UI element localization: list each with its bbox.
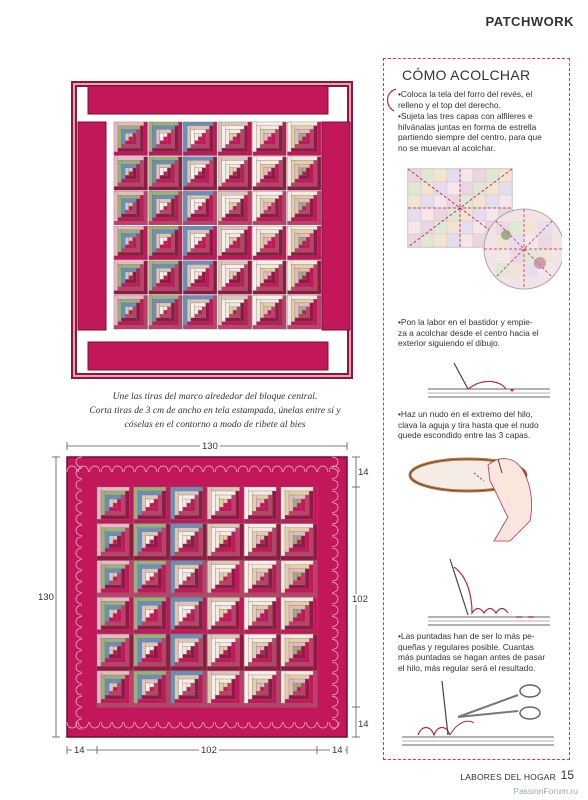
caption-line: Corta tiras de 3 cm de ancho en tela estampada, únelas entre sí y bbox=[89, 405, 341, 416]
border-strip-left bbox=[78, 122, 106, 330]
dim-right-middle: 102 bbox=[352, 594, 368, 605]
panel-title: CÓMO ACOLCHAR bbox=[402, 67, 531, 83]
magazine-brand: LABORES DEL HOGAR bbox=[460, 772, 556, 782]
dim-bottom-middle: 102 bbox=[201, 745, 217, 756]
step-line: •Las puntadas han de ser lo más pe- bbox=[398, 631, 535, 641]
dim-bottom-left: 14 bbox=[74, 745, 85, 756]
quilting-instructions-panel bbox=[383, 58, 570, 760]
needle-icon bbox=[454, 363, 468, 389]
dim-bottom-right: 14 bbox=[332, 745, 343, 756]
step-line: za a acolchar desde el centro hacia el bbox=[398, 327, 539, 338]
step-3 bbox=[398, 317, 564, 349]
step-line: queñas y regulares posible. Cuantas bbox=[398, 641, 534, 652]
running-stitch-illustration bbox=[424, 553, 554, 633]
dim-top-width: 130 bbox=[202, 441, 218, 452]
caption-line: cóselas en el contorno a modo de ribete al bies bbox=[124, 419, 306, 430]
step-line: exterior siguiendo el dibujo. bbox=[398, 338, 500, 348]
step-line: •Sujeta las tres capas con alfileres e bbox=[398, 111, 533, 121]
step-1 bbox=[398, 89, 564, 110]
step-line: no se muevan al acolchar. bbox=[398, 142, 496, 153]
scissors-icon bbox=[458, 685, 540, 719]
step-line: •Pon la labor en el bastidor y empie- bbox=[398, 317, 533, 327]
border-strip-right bbox=[322, 122, 350, 330]
basting-illustration bbox=[402, 163, 562, 295]
needle-icon bbox=[450, 559, 468, 615]
step-line: relleno y el top del derecho. bbox=[398, 99, 501, 110]
step-line: más puntadas se hagan antes de pasar bbox=[398, 652, 546, 662]
step-4 bbox=[398, 409, 564, 441]
step-5 bbox=[398, 631, 564, 673]
assembly-caption bbox=[70, 390, 360, 432]
caption-line: Une las tiras del marco alrededor del bloque central. bbox=[112, 391, 318, 402]
needle-layers-illustration bbox=[424, 359, 554, 403]
finished-quilt-diagram bbox=[50, 440, 370, 760]
dim-left-height: 130 bbox=[38, 592, 54, 603]
scissors-illustration bbox=[398, 677, 558, 751]
center-block-grid bbox=[114, 122, 321, 329]
border-strip-top bbox=[88, 86, 328, 114]
border-strip-bottom bbox=[88, 342, 328, 370]
watermark-text: PassionForum.ru bbox=[513, 786, 578, 796]
step-line: •Coloca la tela del forro del revés, el bbox=[398, 89, 533, 99]
step-line: partiendo siempre del centro, para que bbox=[398, 132, 542, 142]
quilt-assembly-diagram bbox=[60, 78, 356, 384]
step-line: hilvánalas juntas en forma de estrella bbox=[398, 121, 537, 132]
page-number: 15 bbox=[560, 768, 574, 782]
step-line: quede escondido entre las 3 capas. bbox=[398, 430, 531, 440]
step-2 bbox=[398, 111, 564, 153]
step-line: •Haz un nudo en el extremo del hilo, bbox=[398, 409, 533, 419]
dim-right-top: 14 bbox=[358, 467, 369, 478]
section-tag: PATCHWORK bbox=[485, 14, 574, 29]
step-line: clava la aguja y tira hasta que el nudo bbox=[398, 419, 539, 430]
hoop-hand-illustration bbox=[404, 451, 564, 545]
needle-icon bbox=[442, 681, 448, 735]
dim-right-bottom: 14 bbox=[358, 719, 369, 730]
step-line: el hilo, más regular será el resultado. bbox=[398, 662, 536, 673]
